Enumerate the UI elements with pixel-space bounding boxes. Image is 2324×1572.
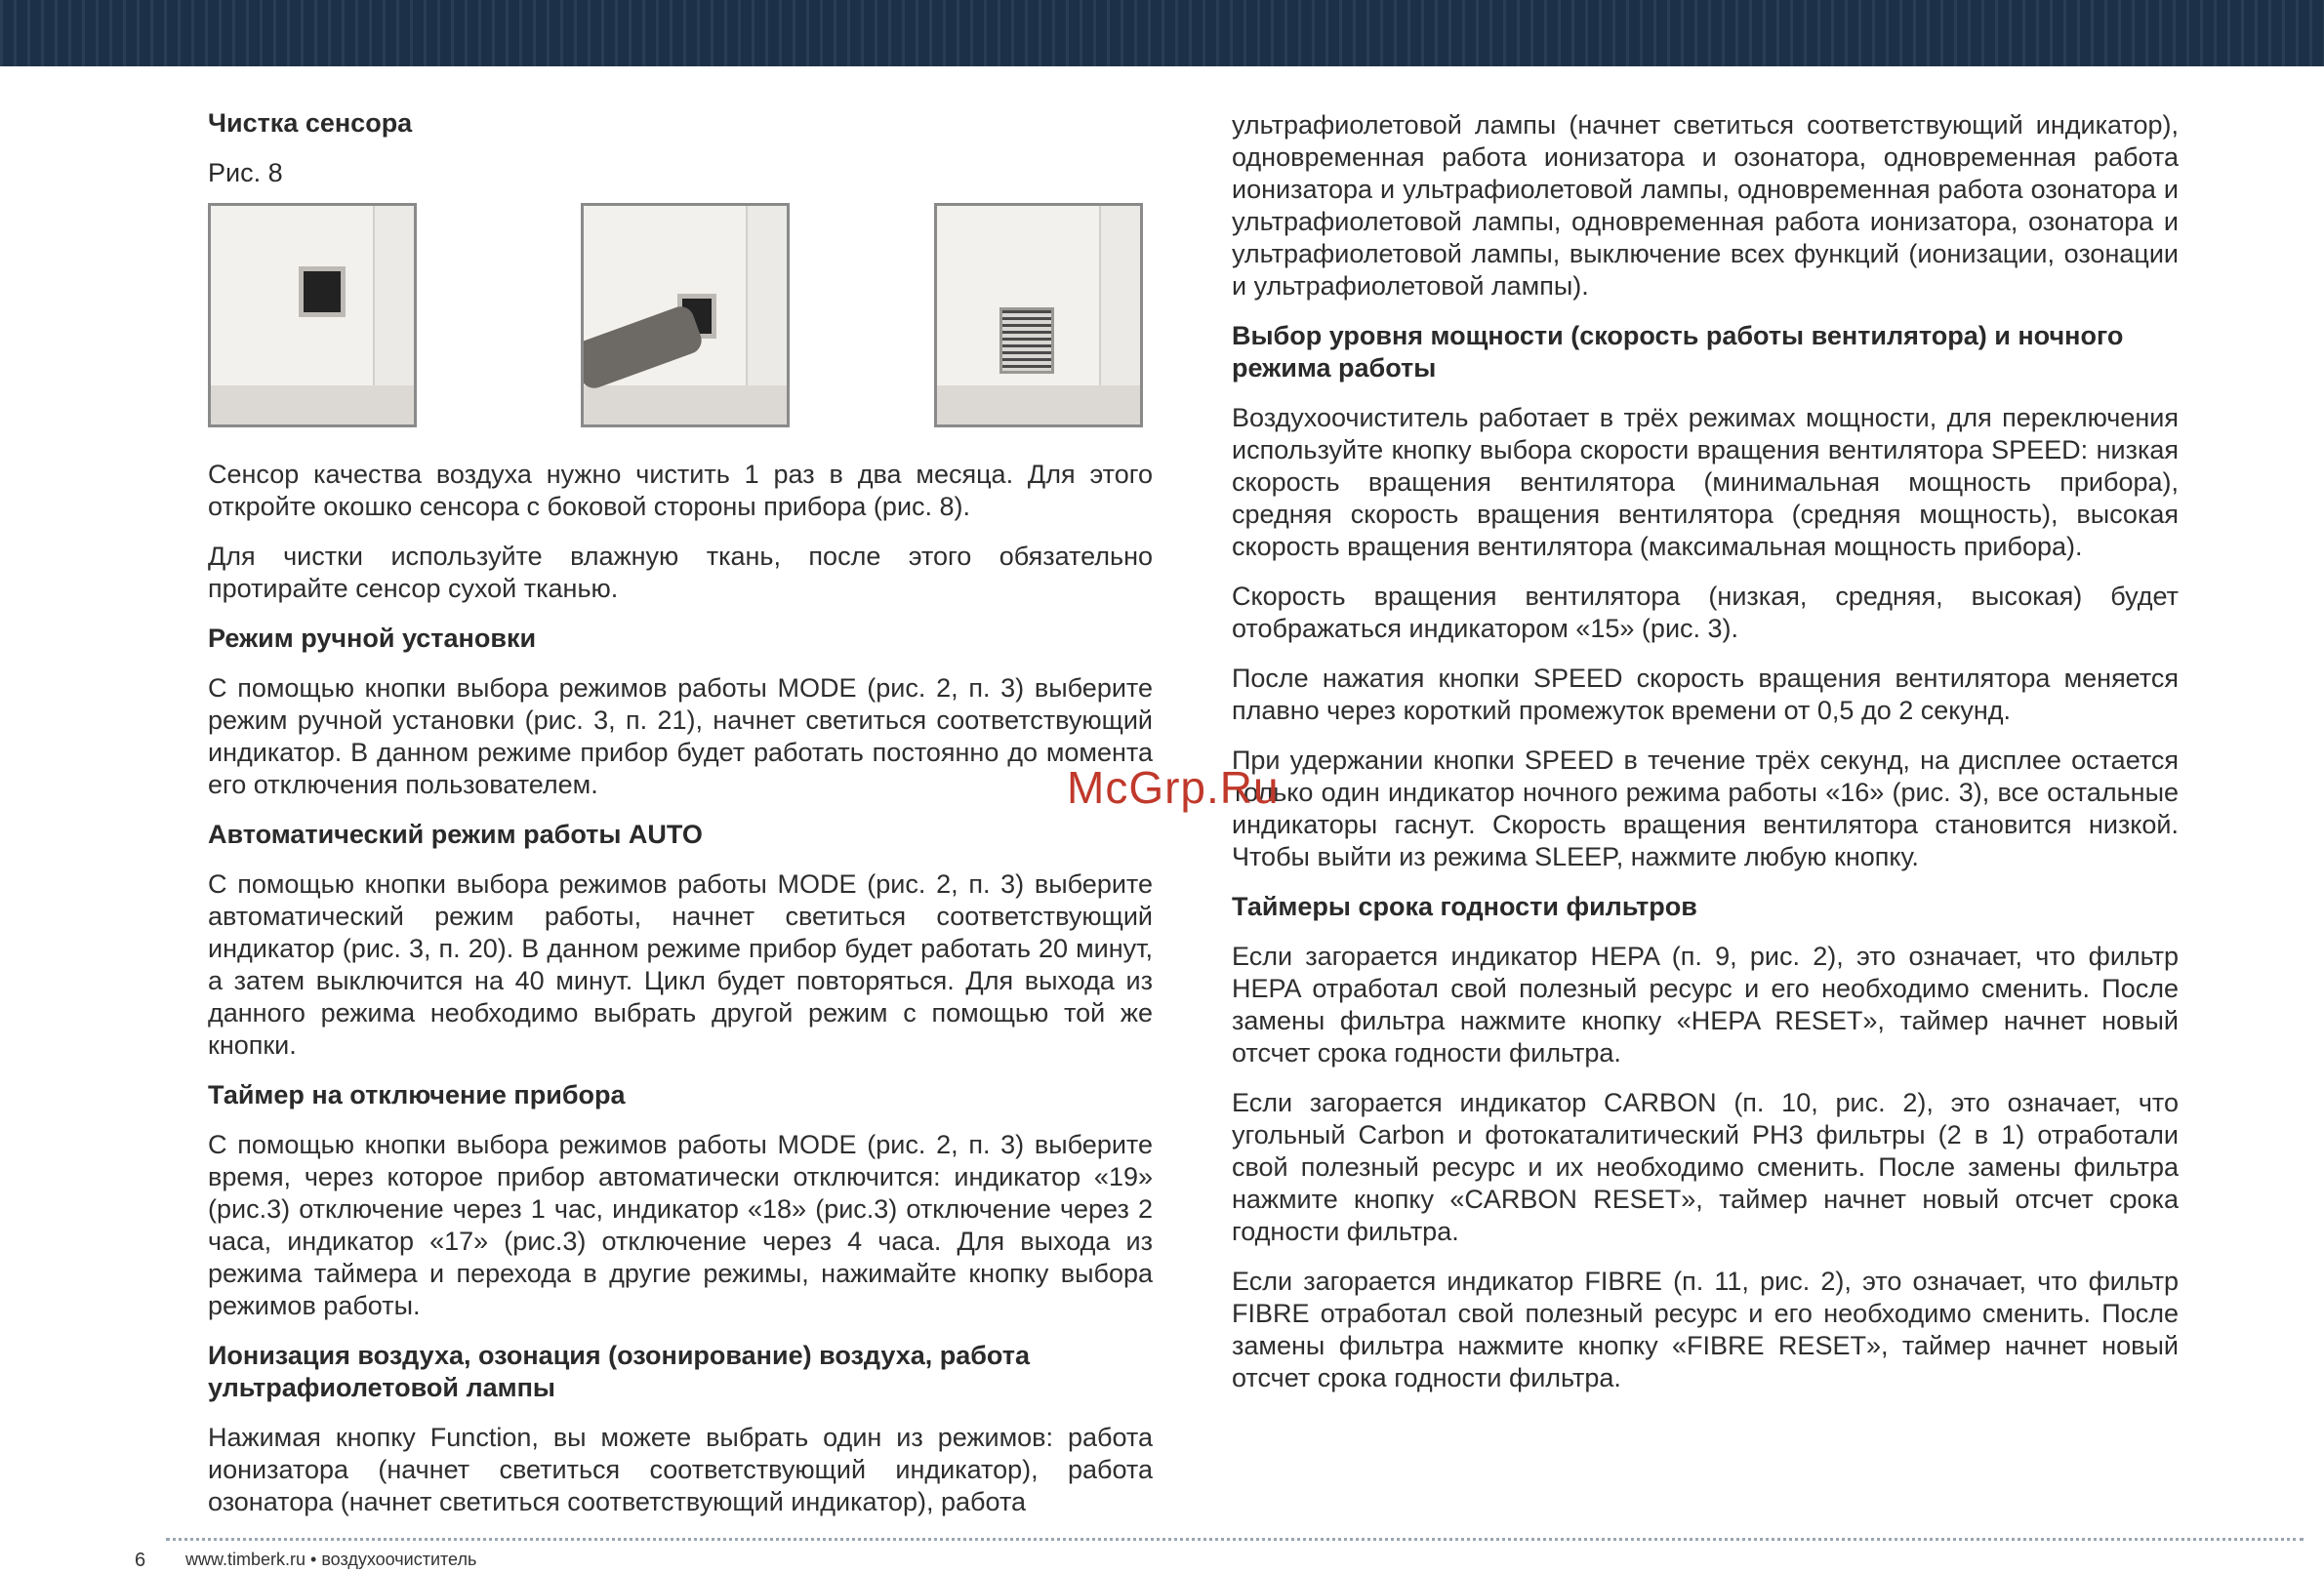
figure-8-photos	[208, 203, 1153, 429]
figure-label: Рис. 8	[208, 158, 283, 187]
heading-sensor-cleaning: Чистка сенсора	[208, 108, 413, 138]
paragraph-ionization: Нажимая кнопку Function, вы можете выбрать один из режимов: работа ионизатора (начнет светиться соответствующий индикатор), работа озонатора (начнет светиться соответствующий индикатор), работа	[208, 1423, 1153, 1516]
paragraph-speed-4: При удержании кнопки SPEED в течение трёх секунд, на дисплее остается только один индикатор ночного режима работы «16» (рис. 3), все остальные индикаторы гаснут. Скорость вращения вентилятора становится низкой. Чтобы выйти из режима SLEEP, нажмите любую кнопку.	[1232, 746, 2179, 871]
sensor-photo-3	[934, 203, 1143, 427]
paragraph-hepa: Если загорается индикатор HEPA (п. 9, рис. 2), это означает, что фильтр HEPA отработал свой полезный ресурс и его необходимо сменить. После замены фильтра нажмите кнопку «HEPA RESET», таймер начнет новый отсчет срока годности фильтра.	[1232, 942, 2179, 1068]
paragraph-carbon: Если загорается индикатор CARBON (п. 10, рис. 2), это означает, что угольный Carbon и фотокаталитический PH3 фильтры (2 в 1) отработали свой полезный ресурс и их необходимо сменить. После замены фильтра нажмите кнопку «CARBON RESET», таймер начнет новый отсчет срока годности фильтра.	[1232, 1088, 2179, 1246]
heading-manual-mode: Режим ручной установки	[208, 624, 537, 653]
paragraph-uv-continued: ультрафиолетовой лампы (начнет светиться соответствующий индикатор), одновременная работа ионизатора и озонатора, одновременная работа ионизатора и ультрафиолетовой лампы, одновременная работа озонатора и ультрафиолетовой лампы, одновременная работа ионизатора, озонатора и ультрафиолетовой лампы, выключение всех функций (ионизации, озонации и ультрафиолетовой лампы).	[1232, 110, 2179, 301]
paragraph-speed-1: Воздухоочиститель работает в трёх режимах мощности, для переключения используйте кнопку выбора скорости вращения вентилятора SPEED: низкая скорость вращения вентилятора (минимальная мощность прибора), средняя скорость вращения вентилятора (средняя мощность), высокая скорость вращения вентилятора (максимальная мощность прибора).	[1232, 403, 2179, 561]
paragraph-manual-mode: С помощью кнопки выбора режимов работы MODE (рис. 2, п. 3) выберите режим ручной установки (рис. 3, п. 21), начнет светиться соответствующий индикатор. В данном режиме прибор будет работать постоянно до момента его отключения пользователем.	[208, 673, 1153, 799]
heading-filter-timers: Таймеры срока годности фильтров	[1232, 892, 1697, 921]
page-number: 6	[135, 1550, 146, 1571]
heading-power-level: Выбор уровня мощности (скорость работы вентилятора) и ночного режима работы	[1232, 321, 2124, 383]
header-bar	[0, 0, 2324, 66]
heading-auto-mode: Автоматический режим работы AUTO	[208, 820, 703, 849]
paragraph-speed-2: Скорость вращения вентилятора (низкая, средняя, высокая) будет отображаться индикатором «15» (рис. 3).	[1232, 582, 2179, 643]
footer-divider	[166, 1538, 2304, 1541]
paragraph-fibre: Если загорается индикатор FIBRE (п. 11, рис. 2), это означает, что фильтр FIBRE отработал свой полезный ресурс и его необходимо сменить. После замены фильтра нажмите кнопку «FIBRE RESET», таймер начнет новый отсчет срока годности фильтра.	[1232, 1267, 2179, 1392]
footer-text: www.timberk.ru • воздухоочиститель	[185, 1550, 477, 1569]
heading-ionization: Ионизация воздуха, озонация (озонирование) воздуха, работа ультрафиолетовой лампы	[208, 1341, 1030, 1402]
right-column	[1232, 109, 2179, 1412]
paragraph-shutdown-timer: С помощью кнопки выбора режимов работы MODE (рис. 2, п. 3) выберите время, через которое прибор автоматически отключится: индикатор «19» (рис.3) отключение через 1 час, индикатор «18» (рис.3) отключение через 2 часа, индикатор «17» (рис.3) отключение через 4 часа. Для выхода из режима таймера и перехода в другие режимы, нажимайте кнопку выбора режимов работы.	[208, 1130, 1153, 1320]
paragraph-sensor-1: Сенсор качества воздуха нужно чистить 1 раз в два месяца. Для этого откройте окошко сенсора с боковой стороны прибора (рис. 8).	[208, 460, 1153, 521]
paragraph-auto-mode: С помощью кнопки выбора режимов работы MODE (рис. 2, п. 3) выберите автоматический режим работы, начнет светиться соответствующий индикатор (рис. 3, п. 20). В данном режиме прибор будет работать 20 минут, а затем выключится на 40 минут. Цикл будет повторяться. Для выхода из данного режима необходимо выбрать другой режим с помощью той же кнопки.	[208, 869, 1153, 1060]
heading-shutdown-timer: Таймер на отключение прибора	[208, 1080, 626, 1109]
paragraph-speed-3: После нажатия кнопки SPEED скорость вращения вентилятора меняется плавно через короткий промежуток времени от 0,5 до 2 секунд.	[1232, 664, 2179, 725]
sensor-photo-2	[581, 203, 790, 427]
left-column	[208, 107, 1153, 1536]
watermark: McGrp.Ru	[1067, 762, 1280, 813]
sensor-photo-1	[208, 203, 417, 427]
paragraph-sensor-2: Для чистки используйте влажную ткань, после этого обязательно протирайте сенсор сухой тканью.	[208, 542, 1153, 603]
